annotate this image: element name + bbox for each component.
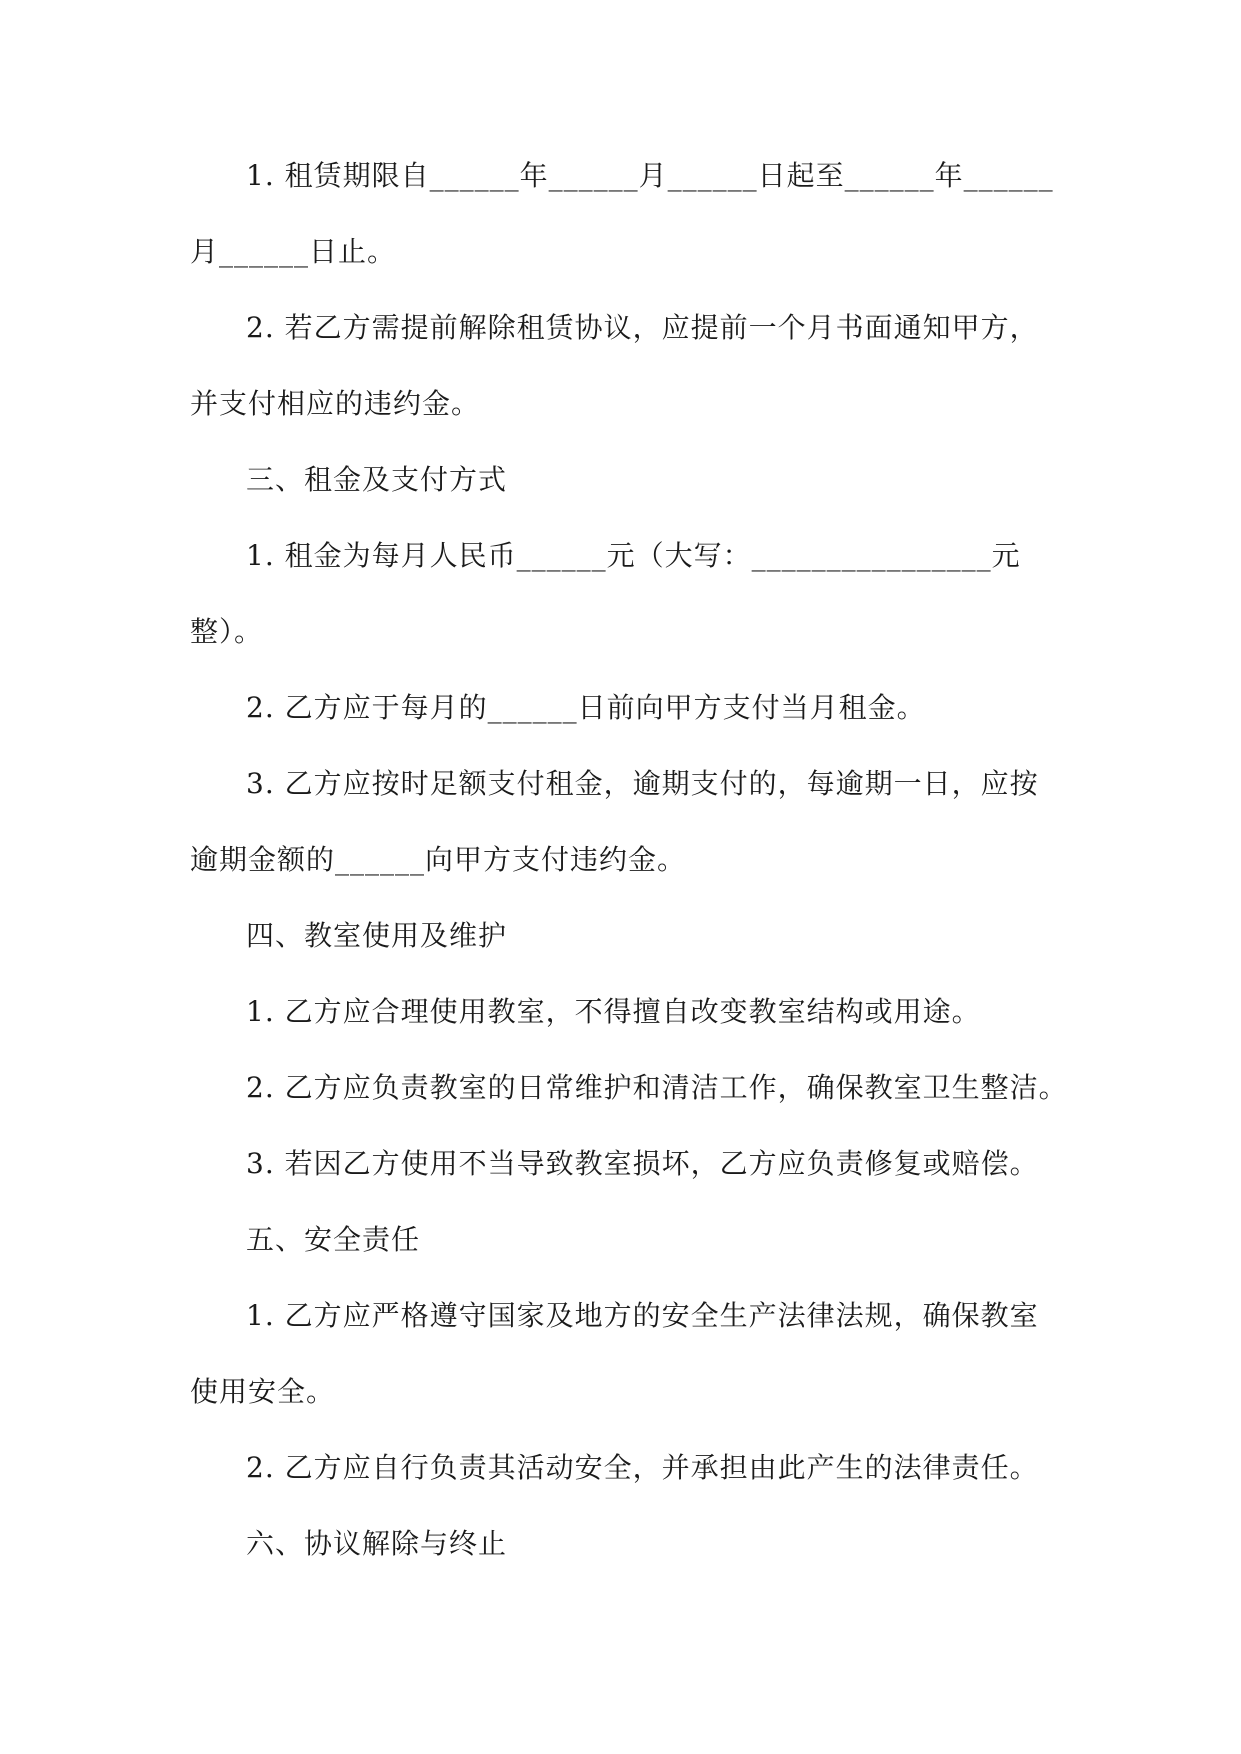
early-termination-clause: 2. 若乙方需提前解除租赁协议，应提前一个月书面通知甲方，并支付相应的违约金。: [190, 311, 1039, 420]
section-heading-rent: 三、租金及支付方式: [246, 463, 508, 496]
rent-amount-clause: 1. 租金为每月人民币______元（大写：________________元整）。: [190, 539, 1021, 648]
damage-clause: 3. 若因乙方使用不当导致教室损坏，乙方应负责修复或赔偿。: [246, 1147, 1039, 1180]
activity-safety-clause: 2. 乙方应自行负责其活动安全，并承担由此产生的法律责任。: [246, 1451, 1039, 1484]
lease-term-clause: 1. 租赁期限自______年______月______日起至______年______月______日止。: [190, 159, 1054, 268]
maintenance-clause: 2. 乙方应负责教室的日常维护和清洁工作，确保教室卫生整洁。: [246, 1071, 1068, 1104]
section-heading-safety: 五、安全责任: [246, 1223, 421, 1256]
document-body: [190, 138, 1068, 1582]
rent-due-date-clause: 2. 乙方应于每月的______日前向甲方支付当月租金。: [246, 691, 926, 724]
safety-compliance-clause: 1. 乙方应严格遵守国家及地方的安全生产法律法规，确保教室使用安全。: [190, 1299, 1039, 1408]
late-payment-clause: 3. 乙方应按时足额支付租金，逾期支付的，每逾期一日，应按逾期金额的______向甲方支付违约金。: [190, 767, 1039, 876]
section-heading-usage: 四、教室使用及维护: [246, 919, 508, 952]
reasonable-use-clause: 1. 乙方应合理使用教室，不得擅自改变教室结构或用途。: [246, 995, 981, 1028]
section-heading-termination: 六、协议解除与终止: [246, 1527, 508, 1560]
